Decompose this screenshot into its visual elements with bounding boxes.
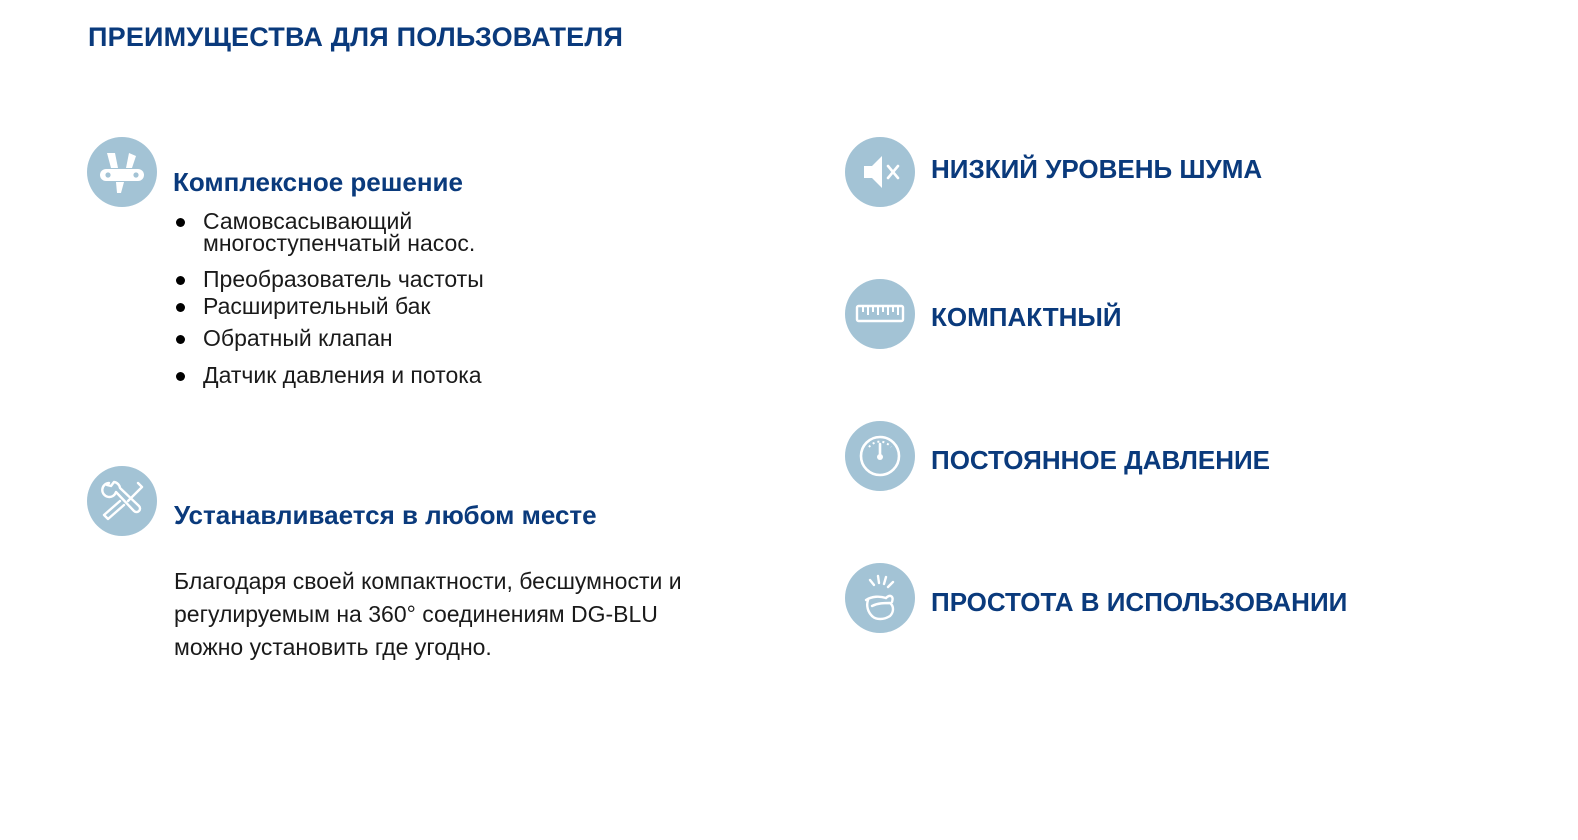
- list-item-continuation: многоступенчатый насос.: [203, 230, 476, 256]
- finger-snap-icon: [845, 563, 915, 633]
- list-item: Обратный клапан: [174, 327, 393, 350]
- speaker-mute-icon: [845, 137, 915, 207]
- list-item: Датчик давления и потока: [174, 364, 482, 387]
- page-title: ПРЕИМУЩЕСТВА ДЛЯ ПОЛЬЗОВАТЕЛЯ: [88, 22, 624, 52]
- feature-heading-install-anywhere: Устанавливается в любом месте: [174, 500, 597, 530]
- feature-description: Благодаря своей компактности, бесшумности и регулируемым на 360° соединениям DG-BLU можно установить где угодно.: [174, 568, 682, 660]
- feature-heading-constant-pressure: ПОСТОЯННОЕ ДАВЛЕНИЕ: [931, 445, 1271, 475]
- feature-heading-ease-of-use: ПРОСТОТА В ИСПОЛЬЗОВАНИИ: [931, 587, 1348, 617]
- feature-heading-complex-solution: Комплексное решение: [173, 167, 463, 197]
- list-item: Преобразователь частоты: [174, 268, 484, 291]
- multitool-icon: [87, 137, 157, 207]
- list-item: Самовсасывающий: [174, 210, 412, 233]
- pressure-gauge-icon: [845, 421, 915, 491]
- list-item: Расширительный бак: [174, 295, 430, 318]
- wrench-screwdriver-icon: [87, 466, 157, 536]
- ruler-icon: [845, 279, 915, 349]
- feature-heading-low-noise: НИЗКИЙ УРОВЕНЬ ШУМА: [931, 154, 1263, 184]
- feature-heading-compact: КОМПАКТНЫЙ: [931, 302, 1122, 332]
